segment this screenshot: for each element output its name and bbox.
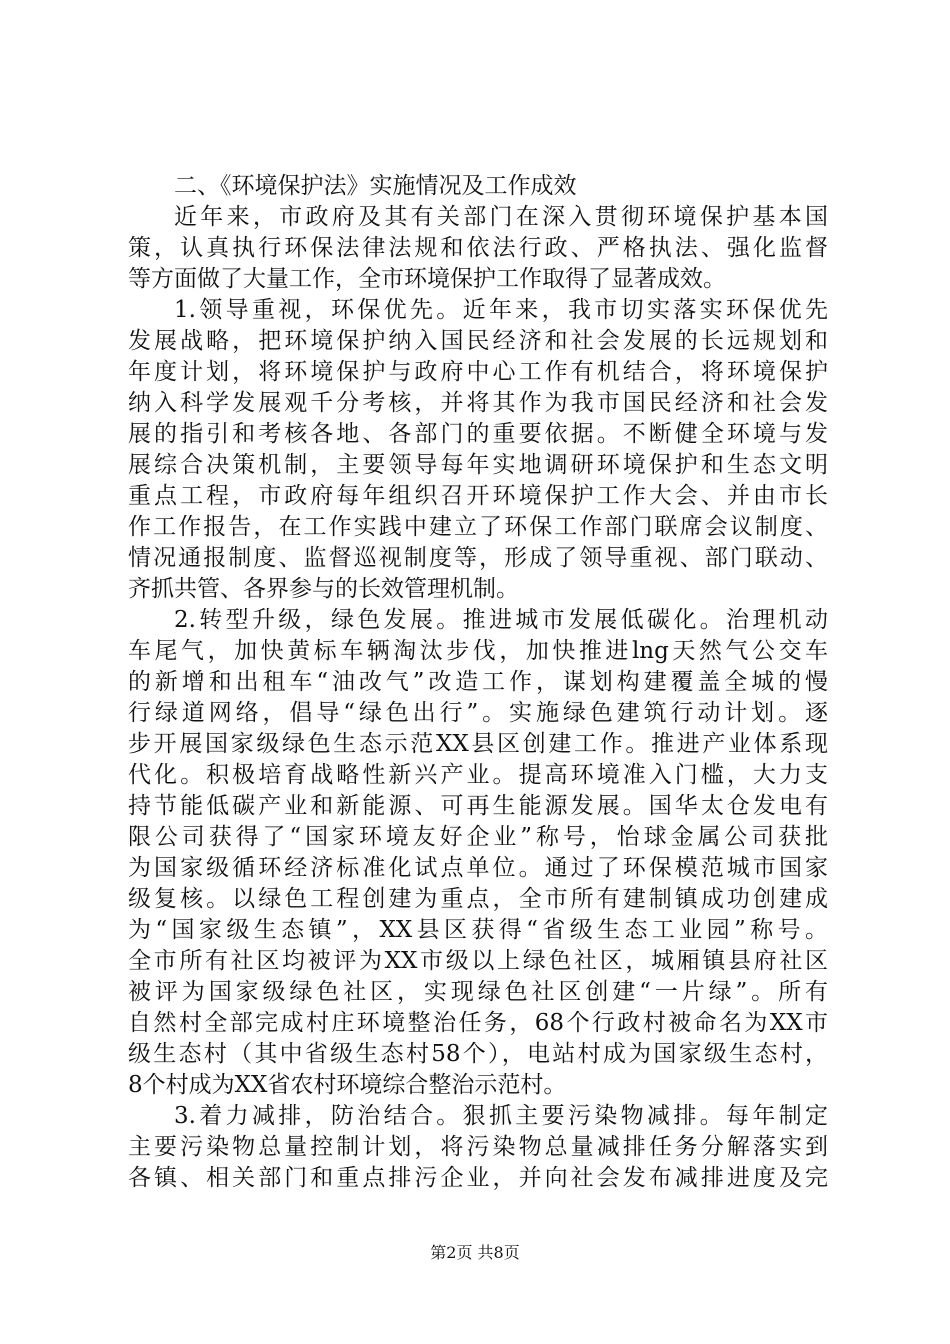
paragraph-line: 级复核。以绿色工程创建为重点，全市所有建制镇成功创建成 [128,886,828,912]
section-heading: 二、《环境保护法》实施情况及工作成效 [174,173,577,199]
paragraph-line: 自然村全部完成村庄环境整治任务，68个行政村被命名为XX市 [128,1010,828,1036]
paragraph-line: 1.领导重视，环保优先。近年来，我市切实落实环保优先 [174,297,828,323]
paragraph-line: 的新增和出租车“油改气”改造工作，谋划构建覆盖全城的慢 [128,669,828,695]
paragraph-line: 步开展国家级绿色生态示范XX县区创建工作。推进产业体系现 [128,731,828,757]
paragraph-line: 车尾气，加快黄标车辆淘汰步伐，加快推进lng天然气公交车 [128,638,828,664]
paragraph-line: 全市所有社区均被评为XX市级以上绿色社区，城厢镇县府社区 [128,948,828,974]
paragraph-line: 2.转型升级，绿色发展。推进城市发展低碳化。治理机动 [174,607,828,633]
paragraph-line: 发展战略，把环境保护纳入国民经济和社会发展的长远规划和 [128,328,828,354]
paragraph-line: 主要污染物总量控制计划，将污染物总量减排任务分解落实到 [128,1134,828,1160]
paragraph-line: 行绿道网络，倡导“绿色出行”。实施绿色建筑行动计划。逐 [128,700,828,726]
paragraph-line: 级生态村（其中省级生态村58个），电站村成为国家级生态村， [128,1041,828,1067]
paragraph-line: 8个村成为XX省农村环境综合整治示范村。 [128,1072,567,1098]
paragraph-line: 为“国家级生态镇”，XX县区获得“省级生态工业园”称号。 [128,917,828,943]
paragraph-line: 为国家级循环经济标准化试点单位。通过了环保模范城市国家 [128,855,828,881]
paragraph-line: 持节能低碳产业和新能源、可再生能源发展。国华太仓发电有 [128,793,828,819]
paragraph-line: 近年来，市政府及其有关部门在深入贯彻环境保护基本国 [174,204,828,230]
paragraph-line: 纳入科学发展观千分考核，并将其作为我市国民经济和社会发 [128,390,828,416]
paragraph-line: 被评为国家级绿色社区，实现绿色社区创建“一片绿”。所有 [128,979,828,1005]
paragraph-line: 重点工程，市政府每年组织召开环境保护工作大会、并由市长 [128,483,828,509]
paragraph-line: 策，认真执行环保法律法规和依法行政、严格执法、强化监督 [128,235,828,261]
paragraph-line: 年度计划，将环境保护与政府中心工作有机结合，将环境保护 [128,359,828,385]
paragraph-line: 作工作报告，在工作实践中建立了环保工作部门联席会议制度、 [128,514,828,540]
paragraph-line: 代化。积极培育战略性新兴产业。提高环境准入门槛，大力支 [128,762,828,788]
paragraph-line: 齐抓共管、各界参与的长效管理机制。 [128,576,519,602]
paragraph-line: 3.着力减排，防治结合。狠抓主要污染物减排。每年制定 [174,1103,828,1129]
paragraph-line: 展综合决策机制，主要领导每年实地调研环境保护和生态文明 [128,452,828,478]
paragraph-line: 各镇、相关部门和重点排污企业，并向社会发布减排进度及完 [128,1165,828,1191]
paragraph-line: 限公司获得了“国家环境友好企业”称号，怡球金属公司获批 [128,824,828,850]
page-footer: 第2页 共8页 [430,1243,520,1262]
paragraph-line: 情况通报制度、监督巡视制度等，形成了领导重视、部门联动、 [128,545,828,571]
paragraph-line: 等方面做了大量工作，全市环境保护工作取得了显著成效。 [128,266,726,292]
paragraph-line: 展的指引和考核各地、各部门的重要依据。不断健全环境与发 [128,421,828,447]
